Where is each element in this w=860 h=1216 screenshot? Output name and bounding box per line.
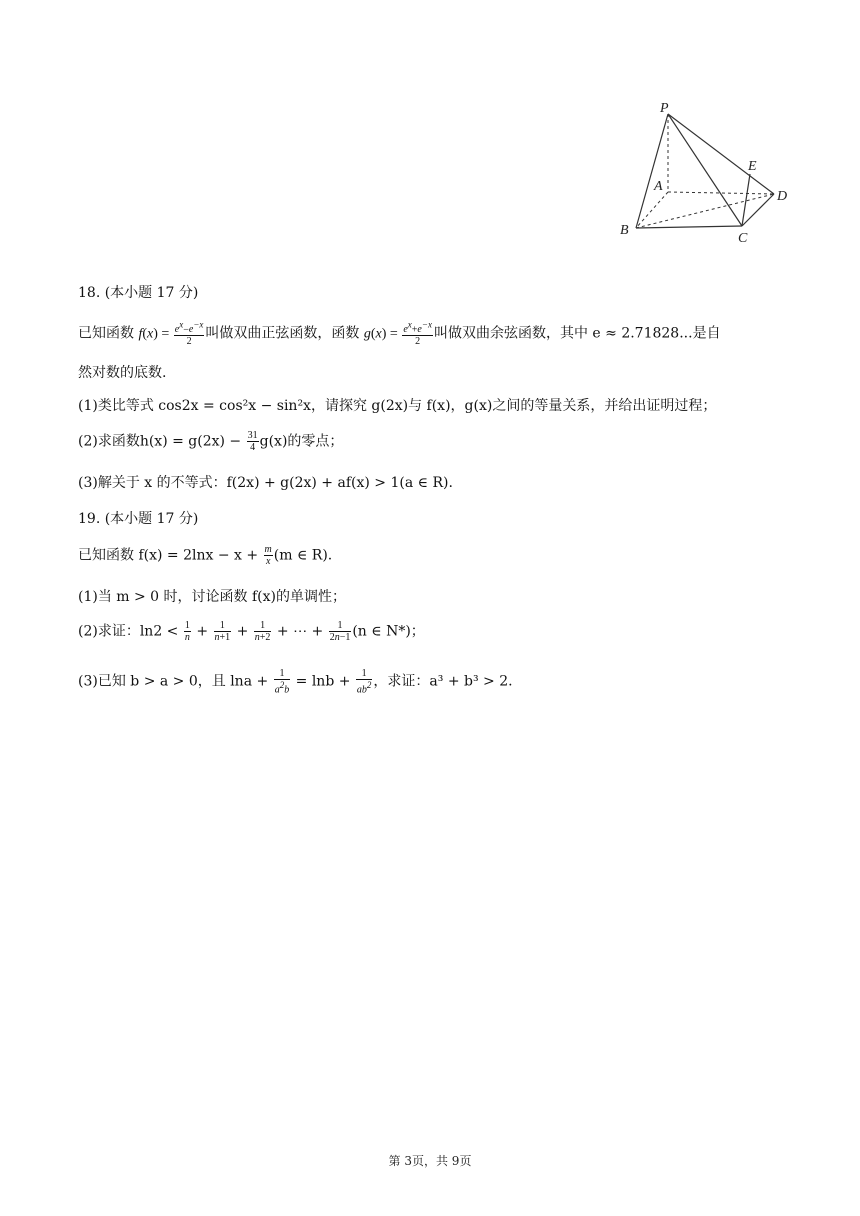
label-C: C: [738, 231, 748, 246]
q19-intro-suffix: (m ∈ R).: [273, 547, 333, 564]
q18-sinh-name: 叫做双曲正弦函数，函数: [205, 325, 360, 342]
sinh-fraction: $\frac{e^x-e^{-x}}{2}$: [174, 320, 204, 348]
pyramid-figure: [612, 96, 812, 246]
cosh-fraction: $\frac{e^x+e^{-x}}{2}$: [403, 320, 432, 348]
frac-m-x: $\frac{m}{x}$: [264, 544, 272, 567]
q19-sub3-prefix: (3)已知 b > a > 0，且 lna +: [78, 673, 269, 690]
q19-sub3-mid: = lnb +: [295, 673, 351, 690]
q19-sub2-suffix: (n ∈ N*)；: [352, 623, 425, 640]
q19-intro: [78, 544, 332, 567]
edge-PB: [636, 114, 668, 228]
q18-cosh-name: 叫做双曲余弦函数，其中: [433, 325, 588, 342]
q19-intro-prefix: 已知函数 f(x) = 2lnx − x +: [78, 547, 259, 564]
q18-intro-part1: 已知函数: [78, 325, 134, 342]
q19-sub3-suffix: ，求证：a³ + b³ > 2.: [373, 673, 513, 690]
q19-sub2-prefix: (2)求证：ln2 <: [78, 623, 179, 640]
edge-BC: [636, 226, 742, 228]
q19-sub3: (3)已知 b > a > 0，且 lna + $\frac{1}{a^2b}$ = lnb + $\frac{1}{ab^2}$ ，求证：a³ + b³ > 2.: [78, 668, 513, 696]
q18-sub1: (1)类比等式 cos2x = cos²x − sin²x，请探究 g(2x)与 f(x)，g(x)之间的等量关系，并给出证明过程；: [78, 398, 717, 414]
q18-intro-line1: 已知函数 f(x) = $\frac{e^x-e^{-x}}{2}$ 叫做双曲正弦函数，函数 g(x) = $\frac{e^x+e^{-x}}{2}$ 叫做双曲余弦函数，其中 e ≈ 2.71828...是自: [78, 320, 721, 348]
label-D: D: [777, 189, 788, 204]
edge-BD: [636, 194, 774, 228]
label-B: B: [620, 223, 629, 238]
page-footer: 第 3页，共 9页: [388, 1154, 472, 1168]
frac-31-4: $\frac{31}{4}$: [247, 430, 258, 453]
label-A: A: [654, 179, 663, 194]
q18-e-value: e ≈ 2.71828...是自: [592, 325, 721, 342]
edge-PC: [668, 114, 742, 226]
q18-intro-line2: 然对数的底数.: [78, 365, 167, 381]
q18-header: 18. (本小题 17 分): [78, 285, 199, 301]
edge-PD: [668, 114, 774, 194]
q18-sub2: [78, 430, 343, 453]
q19-sub1: (1)当 m > 0 时，讨论函数 f(x)的单调性；: [78, 589, 346, 605]
q18-sub2-prefix: (2)求函数h(x) = g(2x) −: [78, 433, 242, 450]
q19-sub2: (2)求证：ln2 < $\frac{1}{n}$ + $\frac{1}{n+1}$ + $\frac{1}{n+2}$ + ⋯ + $\frac{1}{2n-1}$ (n ∈ N*)；: [78, 620, 425, 643]
edge-CD: [742, 194, 774, 226]
label-P: P: [660, 101, 669, 116]
q19-header: 19. (本小题 17 分): [78, 511, 199, 527]
q18-sub3: (3)解关于 x 的不等式：f(2x) + g(2x) + af(x) > 1(a ∈ R).: [78, 475, 453, 491]
q18-sub2-suffix: g(x)的零点；: [259, 433, 344, 450]
label-E: E: [748, 159, 757, 174]
